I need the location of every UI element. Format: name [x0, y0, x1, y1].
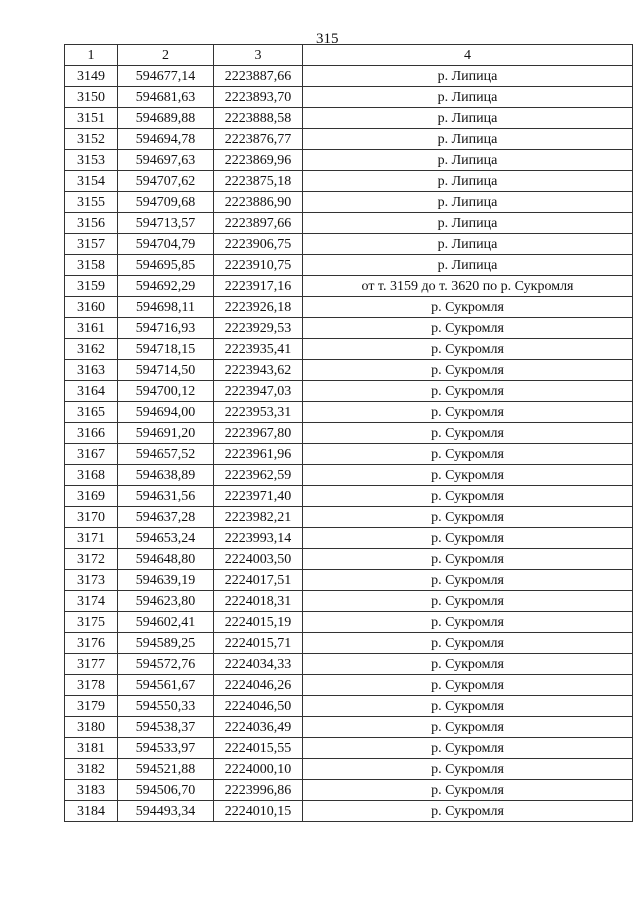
table-row — [65, 549, 633, 570]
x-coordinate-cell: 594657,52 — [118, 444, 214, 465]
y-coordinate-cell: 2224015,19 — [214, 612, 303, 633]
x-coordinate-cell: 594677,14 — [118, 66, 214, 87]
point-number-cell: 3153 — [65, 150, 118, 171]
x-coordinate-cell: 594506,70 — [118, 780, 214, 801]
x-coordinate-cell: 594550,33 — [118, 696, 214, 717]
header-row — [65, 45, 633, 66]
x-coordinate-cell: 594694,00 — [118, 402, 214, 423]
description-cell: р. Сукромля — [303, 570, 633, 591]
point-number-cell: 3164 — [65, 381, 118, 402]
description-cell: от т. 3159 до т. 3620 по р. Сукромля — [303, 276, 633, 297]
table-row — [65, 423, 633, 444]
table-row — [65, 360, 633, 381]
table-row — [65, 234, 633, 255]
x-coordinate-cell: 594631,56 — [118, 486, 214, 507]
description-cell: р. Сукромля — [303, 339, 633, 360]
y-coordinate-cell: 2224000,10 — [214, 759, 303, 780]
table-row — [65, 591, 633, 612]
description-cell: р. Сукромля — [303, 465, 633, 486]
point-number-cell: 3149 — [65, 66, 118, 87]
x-coordinate-cell: 594689,88 — [118, 108, 214, 129]
point-number-cell: 3171 — [65, 528, 118, 549]
y-coordinate-cell: 2224046,50 — [214, 696, 303, 717]
y-coordinate-cell: 2224015,71 — [214, 633, 303, 654]
y-coordinate-cell: 2223971,40 — [214, 486, 303, 507]
table-row — [65, 339, 633, 360]
y-coordinate-cell: 2224046,26 — [214, 675, 303, 696]
y-coordinate-cell: 2223943,62 — [214, 360, 303, 381]
table-row — [65, 171, 633, 192]
description-cell: р. Липица — [303, 129, 633, 150]
x-coordinate-cell: 594533,97 — [118, 738, 214, 759]
description-cell: р. Сукромля — [303, 675, 633, 696]
y-coordinate-cell: 2223935,41 — [214, 339, 303, 360]
table-row — [65, 402, 633, 423]
y-coordinate-cell: 2223869,96 — [214, 150, 303, 171]
y-coordinate-cell: 2223926,18 — [214, 297, 303, 318]
description-cell: р. Липица — [303, 255, 633, 276]
description-cell: р. Липица — [303, 66, 633, 87]
x-coordinate-cell: 594639,19 — [118, 570, 214, 591]
table-row — [65, 318, 633, 339]
point-number-cell: 3177 — [65, 654, 118, 675]
point-number-cell: 3155 — [65, 192, 118, 213]
x-coordinate-cell: 594707,62 — [118, 171, 214, 192]
table-row — [65, 297, 633, 318]
point-number-cell: 3181 — [65, 738, 118, 759]
description-cell: р. Липица — [303, 87, 633, 108]
y-coordinate-cell: 2224036,49 — [214, 717, 303, 738]
description-cell: р. Липица — [303, 234, 633, 255]
table-row — [65, 276, 633, 297]
header-cell-x: 2 — [118, 45, 214, 66]
y-coordinate-cell: 2224015,55 — [214, 738, 303, 759]
description-cell: р. Сукромля — [303, 780, 633, 801]
x-coordinate-cell: 594493,34 — [118, 801, 214, 822]
point-number-cell: 3174 — [65, 591, 118, 612]
table-row — [65, 444, 633, 465]
table-row — [65, 255, 633, 276]
point-number-cell: 3175 — [65, 612, 118, 633]
y-coordinate-cell: 2223886,90 — [214, 192, 303, 213]
point-number-cell: 3154 — [65, 171, 118, 192]
table-row — [65, 654, 633, 675]
description-cell: р. Липица — [303, 108, 633, 129]
table-row — [65, 738, 633, 759]
point-number-cell: 3176 — [65, 633, 118, 654]
y-coordinate-cell: 2223887,66 — [214, 66, 303, 87]
x-coordinate-cell: 594638,89 — [118, 465, 214, 486]
table-row — [65, 696, 633, 717]
x-coordinate-cell: 594589,25 — [118, 633, 214, 654]
y-coordinate-cell: 2223961,96 — [214, 444, 303, 465]
x-coordinate-cell: 594700,12 — [118, 381, 214, 402]
x-coordinate-cell: 594697,63 — [118, 150, 214, 171]
table-row — [65, 486, 633, 507]
table-row — [65, 780, 633, 801]
description-cell: р. Липица — [303, 171, 633, 192]
point-number-cell: 3150 — [65, 87, 118, 108]
x-coordinate-cell: 594561,67 — [118, 675, 214, 696]
x-coordinate-cell: 594623,80 — [118, 591, 214, 612]
description-cell: р. Сукромля — [303, 654, 633, 675]
page-number: 315 — [316, 31, 339, 47]
x-coordinate-cell: 594709,68 — [118, 192, 214, 213]
table-row — [65, 759, 633, 780]
y-coordinate-cell: 2223953,31 — [214, 402, 303, 423]
point-number-cell: 3173 — [65, 570, 118, 591]
description-cell: р. Сукромля — [303, 549, 633, 570]
table-row — [65, 612, 633, 633]
point-number-cell: 3167 — [65, 444, 118, 465]
point-number-cell: 3151 — [65, 108, 118, 129]
table-row — [65, 717, 633, 738]
point-number-cell: 3162 — [65, 339, 118, 360]
point-number-cell: 3166 — [65, 423, 118, 444]
table-row — [65, 129, 633, 150]
y-coordinate-cell: 2223996,86 — [214, 780, 303, 801]
description-cell: р. Сукромля — [303, 507, 633, 528]
y-coordinate-cell: 2223875,18 — [214, 171, 303, 192]
x-coordinate-cell: 594602,41 — [118, 612, 214, 633]
table-row — [65, 108, 633, 129]
header-cell-description: 4 — [303, 45, 633, 66]
description-cell: р. Сукромля — [303, 801, 633, 822]
x-coordinate-cell: 594521,88 — [118, 759, 214, 780]
point-number-cell: 3169 — [65, 486, 118, 507]
point-number-cell: 3170 — [65, 507, 118, 528]
description-cell: р. Сукромля — [303, 360, 633, 381]
x-coordinate-cell: 594538,37 — [118, 717, 214, 738]
x-coordinate-cell: 594691,20 — [118, 423, 214, 444]
y-coordinate-cell: 2224017,51 — [214, 570, 303, 591]
x-coordinate-cell: 594716,93 — [118, 318, 214, 339]
description-cell: р. Сукромля — [303, 717, 633, 738]
point-number-cell: 3157 — [65, 234, 118, 255]
description-cell: р. Сукромля — [303, 318, 633, 339]
table-row — [65, 150, 633, 171]
point-number-cell: 3152 — [65, 129, 118, 150]
table-body — [65, 66, 633, 822]
table-row — [65, 507, 633, 528]
y-coordinate-cell: 2223893,70 — [214, 87, 303, 108]
y-coordinate-cell: 2224034,33 — [214, 654, 303, 675]
table-header — [65, 45, 633, 66]
x-coordinate-cell: 594704,79 — [118, 234, 214, 255]
table-row — [65, 801, 633, 822]
y-coordinate-cell: 2223906,75 — [214, 234, 303, 255]
x-coordinate-cell: 594695,85 — [118, 255, 214, 276]
y-coordinate-cell: 2224018,31 — [214, 591, 303, 612]
y-coordinate-cell: 2223876,77 — [214, 129, 303, 150]
point-number-cell: 3172 — [65, 549, 118, 570]
point-number-cell: 3160 — [65, 297, 118, 318]
point-number-cell: 3159 — [65, 276, 118, 297]
point-number-cell: 3184 — [65, 801, 118, 822]
y-coordinate-cell: 2223888,58 — [214, 108, 303, 129]
y-coordinate-cell: 2223929,53 — [214, 318, 303, 339]
table-row — [65, 66, 633, 87]
x-coordinate-cell: 594681,63 — [118, 87, 214, 108]
y-coordinate-cell: 2224003,50 — [214, 549, 303, 570]
point-number-cell: 3161 — [65, 318, 118, 339]
description-cell: р. Сукромля — [303, 696, 633, 717]
description-cell: р. Липица — [303, 192, 633, 213]
table-row — [65, 570, 633, 591]
point-number-cell: 3156 — [65, 213, 118, 234]
description-cell: р. Сукромля — [303, 759, 633, 780]
description-cell: р. Сукромля — [303, 486, 633, 507]
point-number-cell: 3165 — [65, 402, 118, 423]
description-cell: р. Сукромля — [303, 738, 633, 759]
table-row — [65, 87, 633, 108]
y-coordinate-cell: 2223993,14 — [214, 528, 303, 549]
x-coordinate-cell: 594637,28 — [118, 507, 214, 528]
y-coordinate-cell: 2223917,16 — [214, 276, 303, 297]
point-number-cell: 3168 — [65, 465, 118, 486]
table-row — [65, 528, 633, 549]
x-coordinate-cell: 594694,78 — [118, 129, 214, 150]
description-cell: р. Липица — [303, 150, 633, 171]
header-cell-y: 3 — [214, 45, 303, 66]
table-row — [65, 192, 633, 213]
point-number-cell: 3163 — [65, 360, 118, 381]
y-coordinate-cell: 2223962,59 — [214, 465, 303, 486]
x-coordinate-cell: 594572,76 — [118, 654, 214, 675]
description-cell: р. Сукромля — [303, 591, 633, 612]
description-cell: р. Сукромля — [303, 381, 633, 402]
description-cell: р. Сукромля — [303, 444, 633, 465]
header-cell-point-number: 1 — [65, 45, 118, 66]
y-coordinate-cell: 2223910,75 — [214, 255, 303, 276]
y-coordinate-cell: 2224010,15 — [214, 801, 303, 822]
y-coordinate-cell: 2223897,66 — [214, 213, 303, 234]
table-row — [65, 381, 633, 402]
point-number-cell: 3183 — [65, 780, 118, 801]
x-coordinate-cell: 594648,80 — [118, 549, 214, 570]
x-coordinate-cell: 594692,29 — [118, 276, 214, 297]
x-coordinate-cell: 594653,24 — [118, 528, 214, 549]
description-cell: р. Сукромля — [303, 402, 633, 423]
y-coordinate-cell: 2223947,03 — [214, 381, 303, 402]
table-row — [65, 675, 633, 696]
description-cell: р. Липица — [303, 213, 633, 234]
x-coordinate-cell: 594713,57 — [118, 213, 214, 234]
description-cell: р. Сукромля — [303, 423, 633, 444]
point-number-cell: 3158 — [65, 255, 118, 276]
x-coordinate-cell: 594714,50 — [118, 360, 214, 381]
coordinates-table — [64, 44, 633, 822]
x-coordinate-cell: 594718,15 — [118, 339, 214, 360]
y-coordinate-cell: 2223982,21 — [214, 507, 303, 528]
point-number-cell: 3178 — [65, 675, 118, 696]
table-row — [65, 633, 633, 654]
table-row — [65, 213, 633, 234]
point-number-cell: 3179 — [65, 696, 118, 717]
point-number-cell: 3182 — [65, 759, 118, 780]
description-cell: р. Сукромля — [303, 633, 633, 654]
point-number-cell: 3180 — [65, 717, 118, 738]
x-coordinate-cell: 594698,11 — [118, 297, 214, 318]
description-cell: р. Сукромля — [303, 612, 633, 633]
description-cell: р. Сукромля — [303, 528, 633, 549]
y-coordinate-cell: 2223967,80 — [214, 423, 303, 444]
table-row — [65, 465, 633, 486]
description-cell: р. Сукромля — [303, 297, 633, 318]
